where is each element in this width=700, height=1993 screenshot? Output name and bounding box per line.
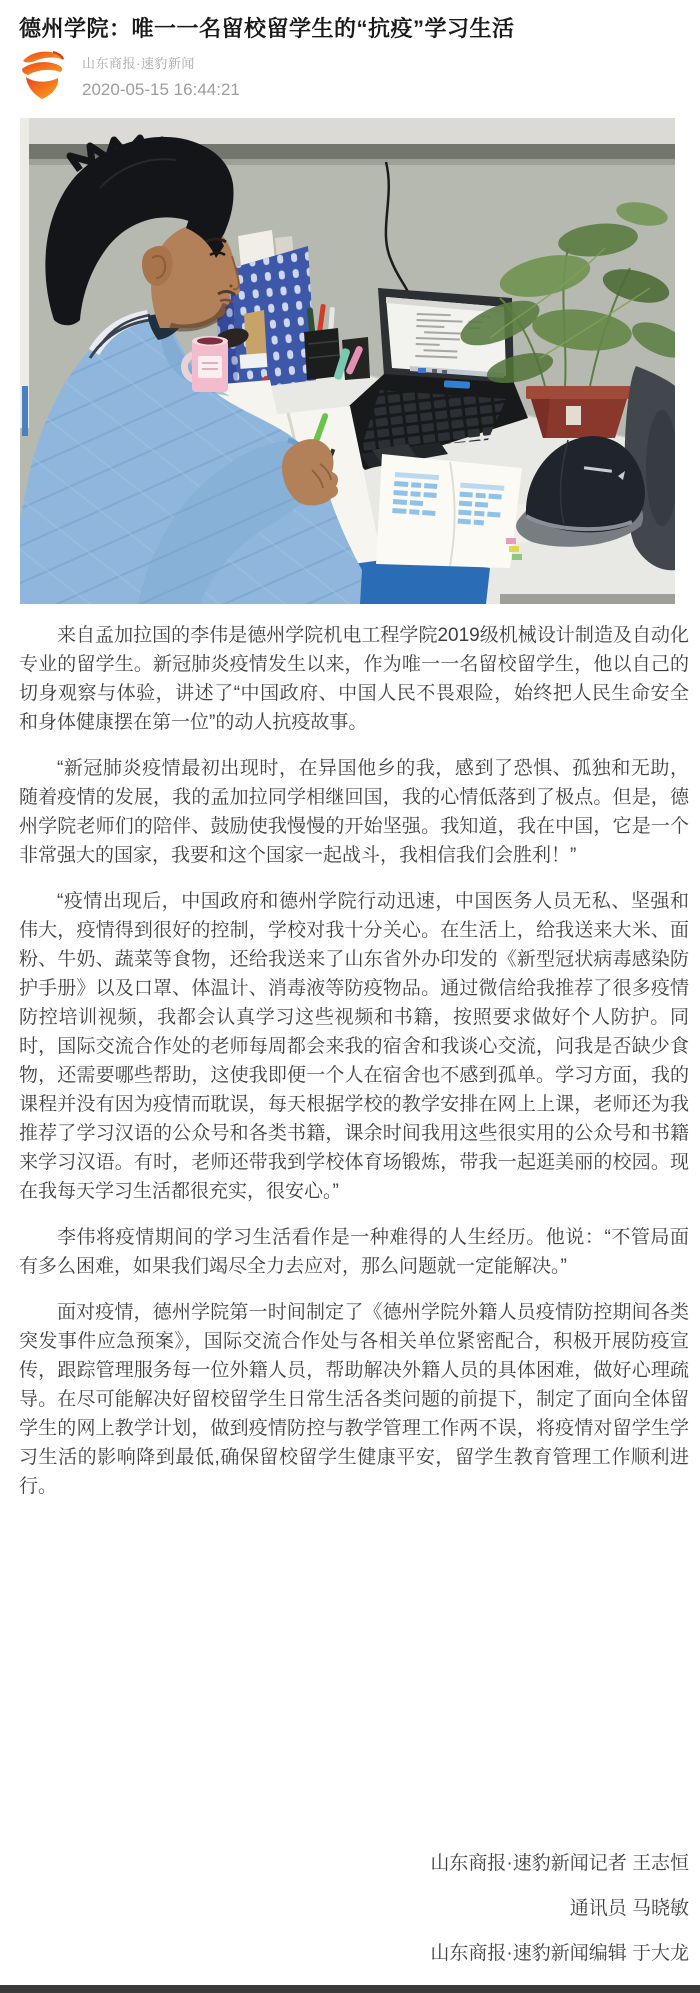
source-meta <box>82 49 240 100</box>
byline-correspondent: 通讯员 马晓敏 <box>569 1898 689 1919</box>
article-photo <box>20 118 675 604</box>
source-row <box>20 49 700 100</box>
paragraph-1: 来自孟加拉国的李伟是德州学院机电工程学院2019级机械设计制造及自动化专业的留学生。新冠肺炎疫情发生以来，作为唯一一名留校留学生，他以自己的切身观察与体验，讲述了“中国政府、中国人民不畏艰险，始终把人民生命安全和身体健康摆在第一位”的动人抗疫故事。 <box>19 625 689 733</box>
timetable-book <box>376 454 522 568</box>
bottom-bar <box>0 1985 700 1993</box>
source-name: 山东商报·速豹新闻 <box>82 56 195 71</box>
subao-leopard-logo-icon <box>20 49 65 99</box>
article-body <box>0 621 700 1501</box>
publish-timestamp: 2020-05-15 16:44:21 <box>82 80 240 99</box>
paragraph-5: 面对疫情，德州学院第一时间制定了《德州学院外籍人员疫情防控期间各类突发事件应急预案》，国际交流合作处与各相关单位紧密配合，积极开展防疫宣传，跟踪管理服务每一位外籍人员，帮助解决外籍人员的具体困难，做好心理疏导。在尽可能解决好留校留学生日常生活各类问题的前提下，制定了面向全体留学生的网上教学计划，做到疫情防控与教学管理工作两不误，将疫情对留学生学习生活的影响降到最低,确保留校留学生健康平安，留学生教育管理工作顺利进行。 <box>19 1302 689 1497</box>
paragraph-2: “新冠肺炎疫情最初出现时，在异国他乡的我，感到了恐惧、孤独和无助，随着疫情的发展，我的孟加拉同学相继回国，我的心情低落到了极点。但是，德州学院老师们的陪伴、鼓励使我慢慢的开始坚强。我知道，我在中国，它是一个非常强大的国家，我要和这个国家一起战斗，我相信我们会胜利！” <box>19 758 689 866</box>
byline-editor: 山东商报·速豹新闻编辑 于大龙 <box>430 1943 689 1964</box>
byline-reporter: 山东商报·速豹新闻记者 王志恒 <box>430 1853 689 1874</box>
article-title: 德州学院：唯一一名留校留学生的“抗疫”学习生活 <box>19 16 515 41</box>
paragraph-3: “疫情出现后，中国政府和德州学院行动迅速，中国医务人员无私、坚强和伟大，疫情得到很好的控制，学校对我十分关心。在生活上，给我送来大米、面粉、牛奶、蔬菜等食物，还给我送来了山东省外办印发的《新型冠状病毒感染防护手册》以及口罩、体温计、消毒液等防疫物品。通过微信给我推荐了很多疫情防控培训视频，我都会认真学习这些视频和书籍，按照要求做好个人防护。同时，国际交流合作处的老师每周都会来我的宿舍和我谈心交流，问我是否缺少食物，还需要哪些帮助，这使我即便一个人在宿舍也不感到孤单。学习方面，我的课程并没有因为疫情而耽误，每天根据学校的教学安排在网上上课，老师还为我推荐了学习汉语的公众号和各类书籍，课余时间我用这些很实用的公众号和书籍来学习汉语。有时，老师还带我到学校体育场锻炼，带我一起逛美丽的校园。现在我每天学习生活都很充实，很安心。” <box>19 891 689 1202</box>
byline-block <box>430 1853 689 1988</box>
paragraph-4: 李伟将疫情期间的学习生活看作是一种难得的人生经历。他说：“不管局面有多么困难，如果我们竭尽全力去应对，那么问题就一定能解决。” <box>19 1227 689 1277</box>
